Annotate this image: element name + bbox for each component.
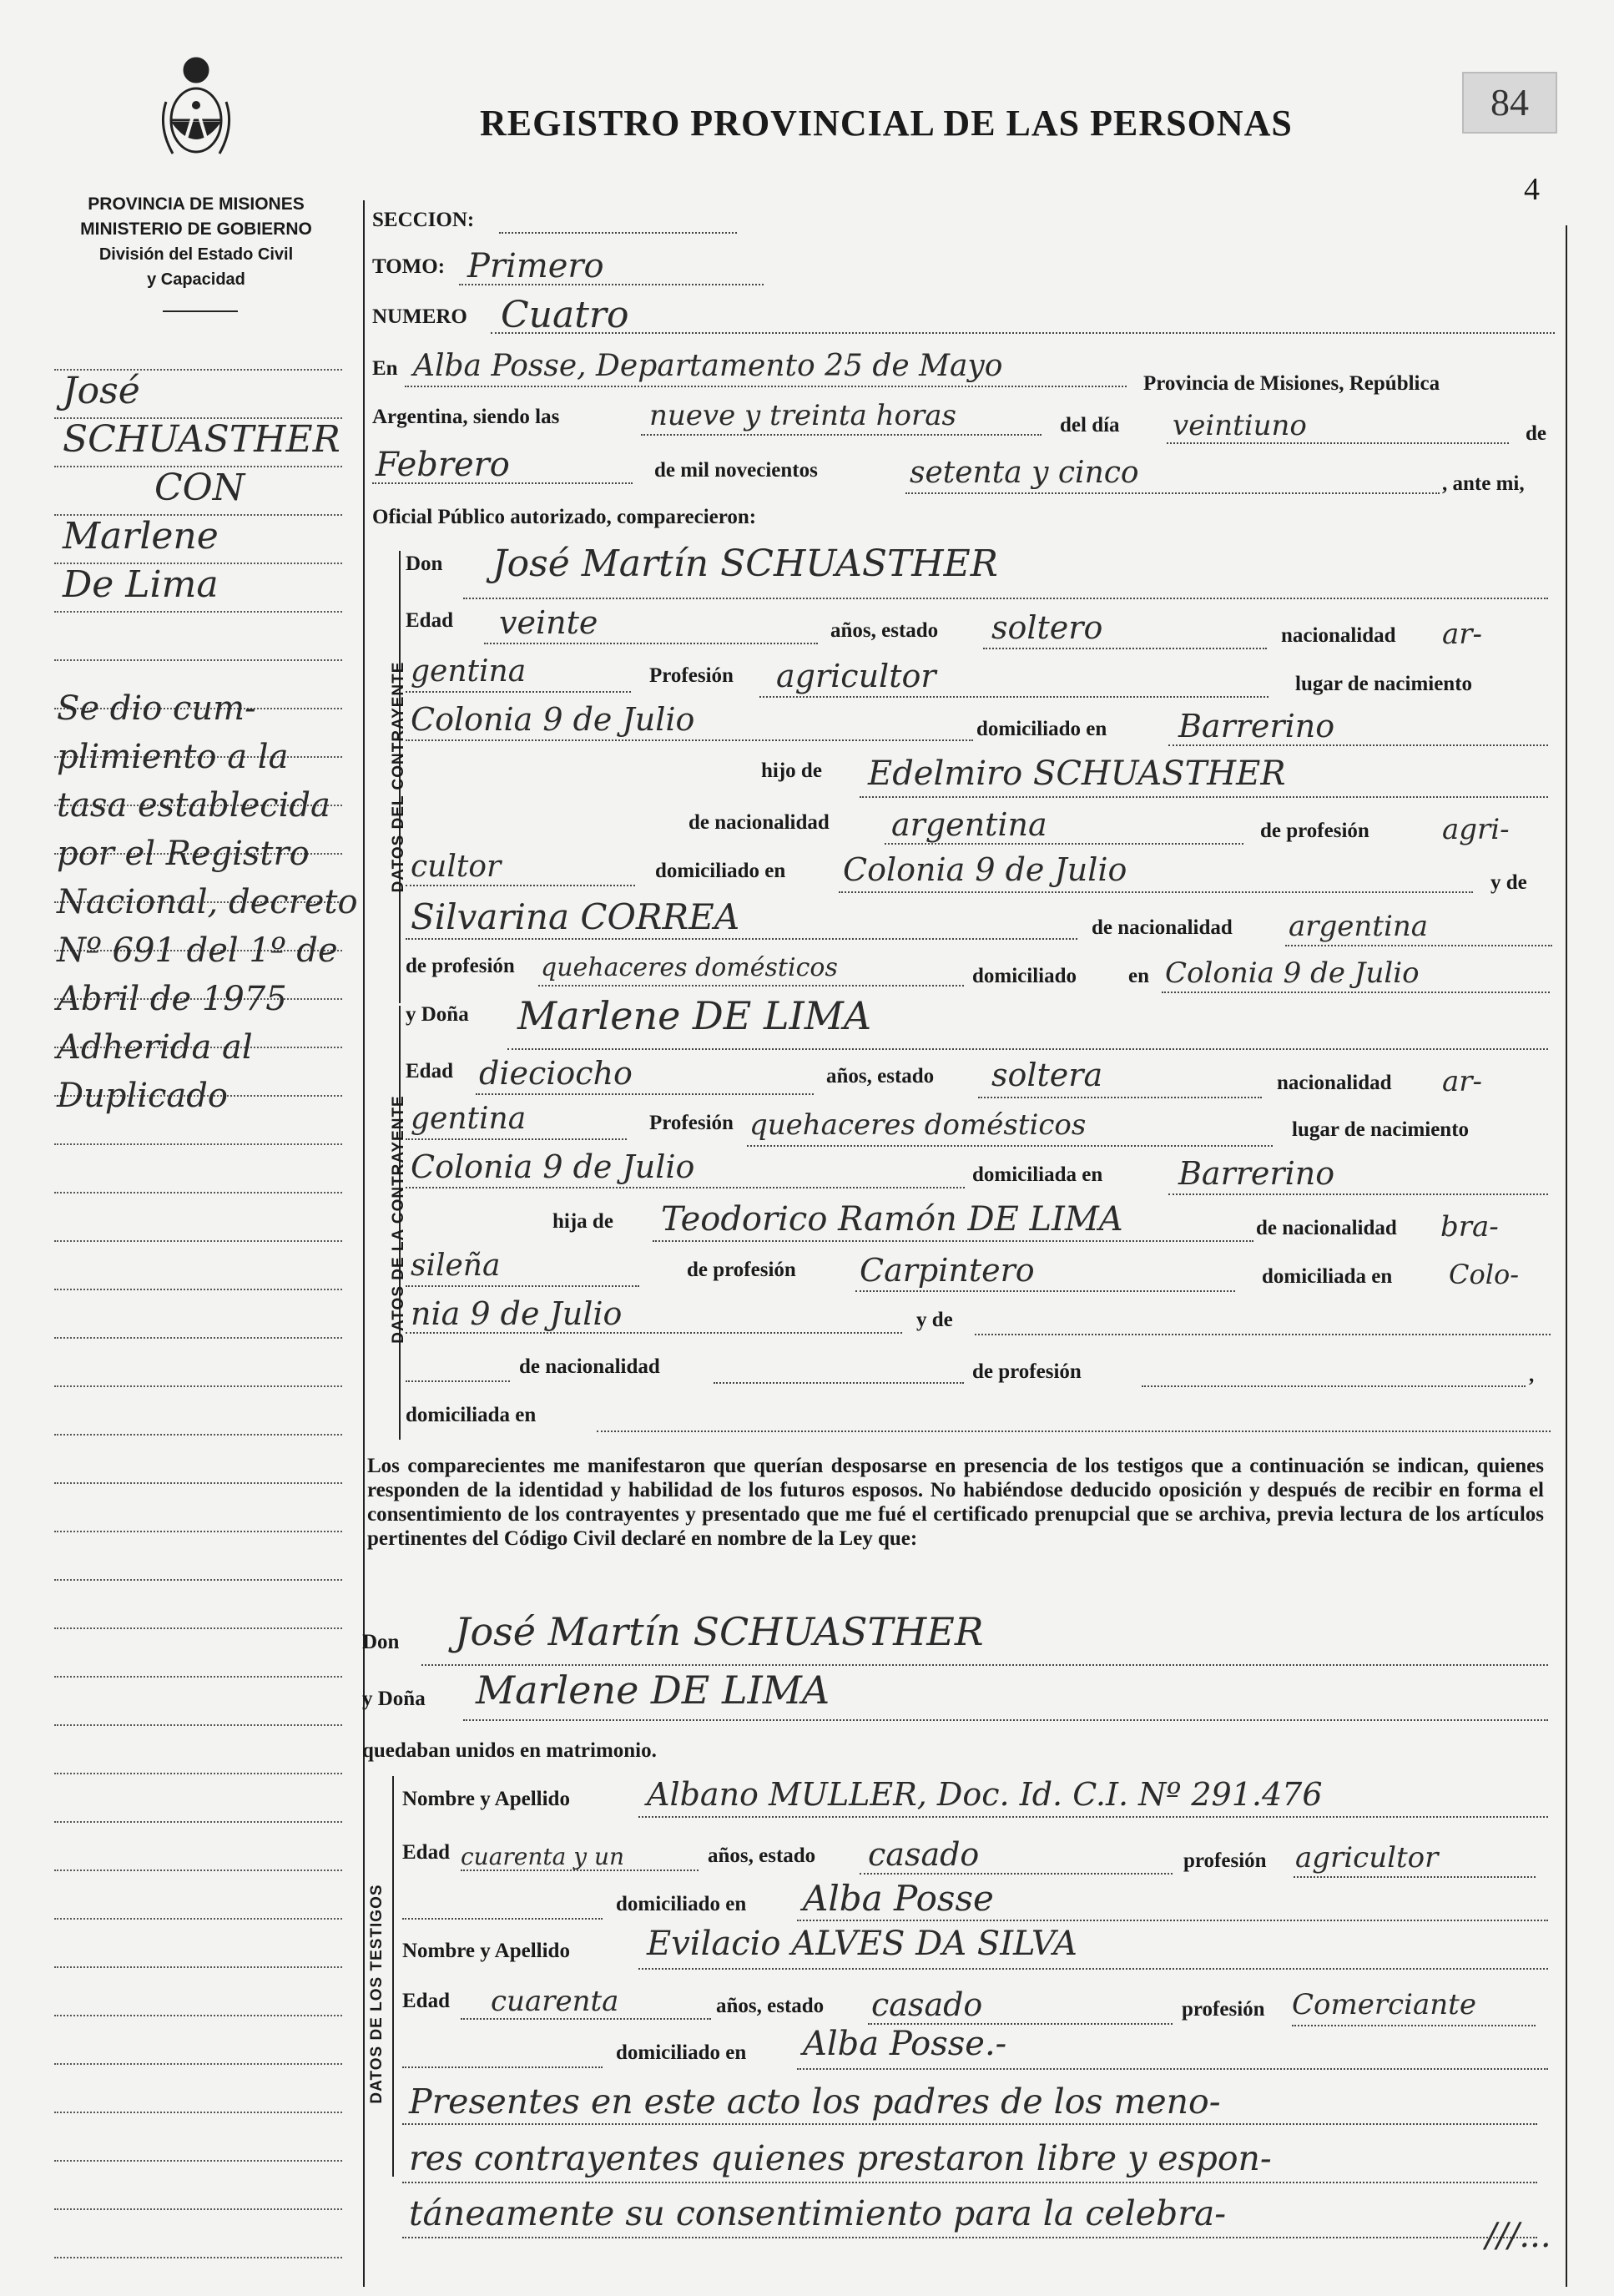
dona-line	[507, 1048, 1548, 1050]
margin-note-line-7: Abril de 1975	[57, 980, 287, 1018]
decl-closing: quedaban unidos en matrimonio.	[362, 1739, 657, 1762]
dia-value: veintiuno	[1173, 409, 1307, 442]
c-madre-prof-value: quehaceres domésticos	[541, 953, 838, 982]
coat-of-arms-icon	[154, 52, 238, 169]
decl-dona-line	[463, 1719, 1548, 1721]
t1-estado-line	[860, 1873, 1173, 1875]
f-lugar-line	[406, 1187, 965, 1188]
f-dom-value: Barrerino	[1178, 1155, 1335, 1192]
f-madre-name-line	[406, 1380, 510, 1382]
decl-don-label: Don	[362, 1631, 400, 1653]
margin-note-line-1: Se dio cum-	[57, 689, 256, 728]
c-madre-value: Silvarina CORREA	[411, 896, 740, 937]
c-padre-dom-label: domiciliado en	[655, 860, 786, 882]
t2-dom-line	[797, 2068, 1548, 2070]
c-lugar-value: Colonia 9 de Julio	[411, 701, 695, 738]
t2-estado: casado	[871, 1986, 983, 2023]
f-padre-line	[653, 1240, 1253, 1242]
en-label: En	[372, 357, 398, 380]
page-title: REGISTRO PROVINCIAL DE LAS PERSONAS	[480, 103, 1293, 144]
numero-line	[491, 332, 1555, 334]
note-line-3: táneamente su consentimiento para la celebra-	[409, 2193, 1227, 2233]
f-padre-nac-value-a: bra-	[1440, 1210, 1499, 1244]
f-madre-nac-label: de nacionalidad	[519, 1355, 660, 1378]
c-y-de: y de	[1490, 871, 1527, 894]
en-line	[405, 386, 1127, 387]
c-padre-prof-line-b	[406, 885, 635, 886]
c-edad-value: veinte	[499, 604, 598, 641]
t2-edad-line	[461, 2018, 711, 2020]
c-nac-label: nacionalidad	[1281, 624, 1396, 647]
c-padre-value: Edelmiro SCHUASTHER	[868, 754, 1286, 793]
c-madre-dom-label: domiciliado	[972, 965, 1077, 987]
c-estado-line	[983, 648, 1267, 649]
dona-label: y Doña	[406, 1003, 469, 1026]
c-padre-nac-label: de nacionalidad	[688, 811, 830, 834]
c-lugar-line	[406, 739, 973, 741]
f-madre-dom-label: domiciliada en	[406, 1404, 537, 1426]
c-dom-label: domiciliado en	[976, 718, 1107, 740]
t1-pre-dom-line	[402, 1918, 603, 1920]
margin-note-line-3: tasa establecida	[57, 786, 330, 825]
f-padre-dom-line-b	[406, 1332, 902, 1334]
margin-name-1: José	[63, 370, 140, 412]
t2-prof-line	[1292, 2025, 1536, 2026]
del-dia-label: del día	[1060, 414, 1120, 436]
note-line-2: res contrayentes quienes prestaron libre y espon-	[409, 2138, 1272, 2178]
t2-pre-dom-line	[402, 2066, 603, 2068]
right-border	[1566, 225, 1567, 2287]
f-madre-prof-line	[1142, 1385, 1526, 1387]
c-nac-value-a: ar-	[1442, 618, 1483, 651]
t2-dom: Alba Posse.-	[803, 2025, 1007, 2063]
c-padre-prof-label: de profesión	[1260, 820, 1369, 842]
decl-don-name: José Martín SCHUASTHER	[455, 1609, 984, 1654]
org-line-province: PROVINCIA DE MISIONES	[88, 194, 305, 214]
note-line-3-rule	[402, 2237, 1537, 2238]
org-block	[50, 192, 342, 292]
margin-note-line-6: Nº 691 del 1º de	[57, 931, 338, 970]
t1-edad-label: Edad	[402, 1841, 450, 1864]
margin-name-4: Marlene	[63, 515, 219, 558]
f-padre-dom-value-a: Colo-	[1449, 1259, 1520, 1290]
f-edad-label: Edad	[406, 1060, 453, 1082]
don-label: Don	[406, 553, 443, 575]
margin-note-line-4: por el Registro	[57, 835, 310, 873]
ante-mi-text: , ante mi,	[1442, 472, 1525, 495]
t1-dom-line	[797, 1920, 1548, 1921]
c-padre-nac-value: argentina	[891, 806, 1047, 843]
t1-dom: Alba Posse	[803, 1878, 994, 1919]
hora-value: nueve y treinta horas	[649, 399, 956, 432]
margin-note-line-8: Adherida al	[57, 1028, 253, 1067]
c-anios-estado: años, estado	[830, 619, 939, 642]
note-line-1-rule	[402, 2123, 1537, 2125]
t2-nombre-line	[638, 1968, 1548, 1970]
f-dom-line	[1168, 1193, 1548, 1195]
f-padre-nac-value-b: sileña	[411, 1249, 501, 1283]
provincia-text: Provincia de Misiones, República	[1143, 372, 1440, 395]
t1-name: Albano MULLER, Doc. Id. C.I. Nº 291.476	[647, 1776, 1323, 1813]
margin-names	[63, 367, 340, 609]
c-padre-prof-value-a: agri-	[1442, 813, 1510, 846]
c-padre-dom-line	[839, 891, 1473, 893]
contrayente-name: José Martín SCHUASTHER	[492, 542, 998, 585]
contrayente-section-label: DATOS DEL CONTRAYENTE	[390, 661, 407, 893]
c-prof-line	[759, 696, 1269, 698]
f-padre-prof-line	[855, 1290, 1235, 1292]
c-nac-value-b: gentina	[411, 654, 527, 689]
f-lugar-label: lugar de nacimiento	[1292, 1118, 1470, 1141]
f-padre-dom-label: domiciliada en	[1262, 1265, 1393, 1288]
c-madre-dom-value: Colonia 9 de Julio	[1165, 956, 1420, 990]
c-dom-line	[1168, 744, 1548, 746]
mes-value: Febrero	[376, 446, 510, 484]
hora-line	[641, 434, 1042, 436]
f-nac-value-a: ar-	[1442, 1065, 1483, 1098]
f-padre-nac-label: de nacionalidad	[1256, 1217, 1397, 1239]
f-y-de: y de	[916, 1309, 953, 1331]
org-underline	[163, 310, 238, 312]
note-line-2-rule	[402, 2182, 1537, 2183]
c-prof-value: agricultor	[776, 658, 936, 694]
f-edad-value: dieciocho	[479, 1055, 633, 1092]
t2-dom-label: domiciliado en	[616, 2041, 747, 2064]
argentina-text: Argentina, siendo las	[372, 406, 560, 428]
org-line-ministry: MINISTERIO DE GOBIERNO	[80, 220, 312, 239]
contrayenta-section-label: DATOS DE LA CONTRAYENTE	[390, 1095, 407, 1344]
note-line-1: Presentes en este acto los padres de los meno-	[409, 2082, 1221, 2122]
margin-name-3: CON	[154, 467, 245, 509]
c-padre-prof-value-b: cultor	[411, 850, 502, 884]
f-lugar-value: Colonia 9 de Julio	[411, 1148, 695, 1185]
margin-name-2: SCHUASTHER	[63, 418, 340, 461]
f-padre-prof-value: Carpintero	[860, 1252, 1035, 1289]
decl-dona-name: Marlene DE LIMA	[476, 1668, 830, 1713]
c-padre-line	[860, 796, 1548, 798]
decl-dona-label: y Doña	[362, 1688, 426, 1710]
t2-nombre-label: Nombre y Apellido	[402, 1940, 570, 1962]
org-line-capacity: y Capacidad	[147, 270, 245, 289]
corner-mark: 4	[1524, 172, 1540, 207]
f-padre-nac-line-b	[406, 1285, 639, 1287]
c-estado-value: soltero	[991, 609, 1103, 646]
margin-note-line-2: plimiento a la	[57, 738, 289, 776]
t1-nombre-line	[638, 1816, 1548, 1818]
f-anios-estado: años, estado	[826, 1065, 935, 1087]
f-comma: ,	[1529, 1364, 1535, 1386]
declaration-paragraph: Los comparecientes me manifestaron que querían desposarse en presencia de los testigos que a continuación se indican, quienes responden de la identidad y habilidad de los futuros esposos. No habiéndose deducido oposición y después de recibir en forma el consentimiento de los contrayentes y presentado que me fué el certificado prenupcial que se archiva, previa lectura de los artículos pertinentes del Código Civil declaré en nombre de la Ley que:	[367, 1455, 1544, 1550]
numero-value: Cuatro	[501, 294, 629, 336]
en-value: Alba Posse, Departamento 25 de Mayo	[413, 349, 1003, 383]
dia-line	[1167, 442, 1509, 444]
margin-note	[57, 684, 358, 1120]
t1-anios-estado: años, estado	[708, 1844, 816, 1867]
f-dom-label: domiciliada en	[972, 1163, 1103, 1186]
c-madre-dom-line	[1162, 992, 1550, 993]
f-padre-value: Teodorico Ramón DE LIMA	[661, 1200, 1123, 1239]
anio-line	[905, 492, 1440, 494]
tomo-label: TOMO:	[372, 255, 446, 278]
seccion-label: SECCION:	[372, 209, 475, 231]
don-line	[463, 598, 1548, 599]
margin-note-line-9: Duplicado	[57, 1077, 228, 1115]
t2-name: Evilacio ALVES DA SILVA	[647, 1925, 1077, 1963]
f-nac-line-b	[406, 1138, 627, 1140]
f-prof-line	[747, 1145, 1273, 1147]
c-madre-en-label: en	[1128, 965, 1149, 987]
numero-label: NUMERO	[372, 305, 467, 328]
c-dom-value: Barrerino	[1178, 708, 1335, 744]
f-padre-prof-label: de profesión	[687, 1259, 796, 1281]
c-padre-dom-value: Colonia 9 de Julio	[843, 851, 1127, 888]
page-number-stamp: 84	[1462, 72, 1557, 134]
margin-name-5: De Lima	[63, 563, 219, 606]
t1-dom-label: domiciliado en	[616, 1893, 747, 1915]
margin-divider	[363, 200, 365, 2287]
t1-edad: cuarenta y un	[461, 1843, 625, 1870]
f-estado-value: soltera	[991, 1057, 1103, 1093]
c-prof-label: Profesión	[649, 664, 734, 687]
f-madre-nac-line	[714, 1382, 964, 1384]
c-hijo-label: hijo de	[761, 759, 822, 782]
decl-don-line	[421, 1664, 1548, 1666]
testigos-divider	[392, 1776, 394, 2177]
t1-nombre-label: Nombre y Apellido	[402, 1788, 570, 1810]
contrayenta-name: Marlene DE LIMA	[517, 993, 872, 1038]
continuation-mark: ///...	[1485, 2217, 1551, 2255]
t1-prof-label: profesión	[1183, 1849, 1267, 1872]
margin-note-line-5: Nacional, decreto	[57, 883, 358, 921]
f-hija-label: hija de	[552, 1210, 613, 1233]
f-prof-value: quehaceres domésticos	[749, 1108, 1087, 1142]
t2-anios-estado: años, estado	[716, 1995, 825, 2017]
de-mil-label: de mil novecientos	[654, 459, 818, 482]
f-padre-dom-value-b: nia 9 de Julio	[411, 1295, 623, 1332]
anio-value: setenta y cinco	[910, 456, 1139, 490]
f-prof-label: Profesión	[649, 1112, 734, 1134]
c-padre-nac-line	[885, 843, 1243, 845]
f-madre-line	[975, 1334, 1551, 1335]
f-nac-value-b: gentina	[411, 1102, 527, 1136]
t2-edad: cuarenta	[491, 1985, 619, 2018]
testigos-section-label: DATOS DE LOS TESTIGOS	[368, 1884, 386, 2104]
f-nac-label: nacionalidad	[1277, 1072, 1392, 1094]
tomo-value: Primero	[467, 247, 604, 285]
c-madre-line	[406, 938, 1077, 940]
c-madre-nac-line	[1285, 945, 1552, 946]
t1-prof-line	[1294, 1876, 1536, 1878]
c-madre-nac-label: de nacionalidad	[1092, 916, 1233, 939]
c-madre-prof-line	[538, 985, 964, 987]
f-madre-prof-label: de profesión	[972, 1360, 1082, 1383]
c-edad-label: Edad	[406, 609, 453, 632]
org-line-division: División del Estado Civil	[98, 245, 294, 264]
c-madre-nac-value: argentina	[1289, 910, 1429, 943]
t2-prof-label: profesión	[1182, 1998, 1265, 2021]
t2-edad-label: Edad	[402, 1990, 450, 2012]
c-edad-line	[484, 643, 818, 644]
seccion-field	[499, 232, 737, 234]
oficial-text: Oficial Público autorizado, comparecieron:	[372, 506, 757, 528]
c-madre-prof-label: de profesión	[406, 955, 515, 977]
t2-prof: Comerciante	[1292, 1988, 1476, 2021]
f-estado-line	[978, 1097, 1262, 1098]
t1-estado: casado	[868, 1836, 980, 1873]
f-madre-dom-line	[597, 1431, 1551, 1432]
f-edad-line	[476, 1093, 814, 1095]
t1-prof: agricultor	[1295, 1841, 1439, 1875]
de-label: de	[1526, 422, 1546, 445]
c-lugar-label: lugar de nacimiento	[1295, 673, 1473, 695]
c-nac-line-b	[406, 691, 631, 693]
